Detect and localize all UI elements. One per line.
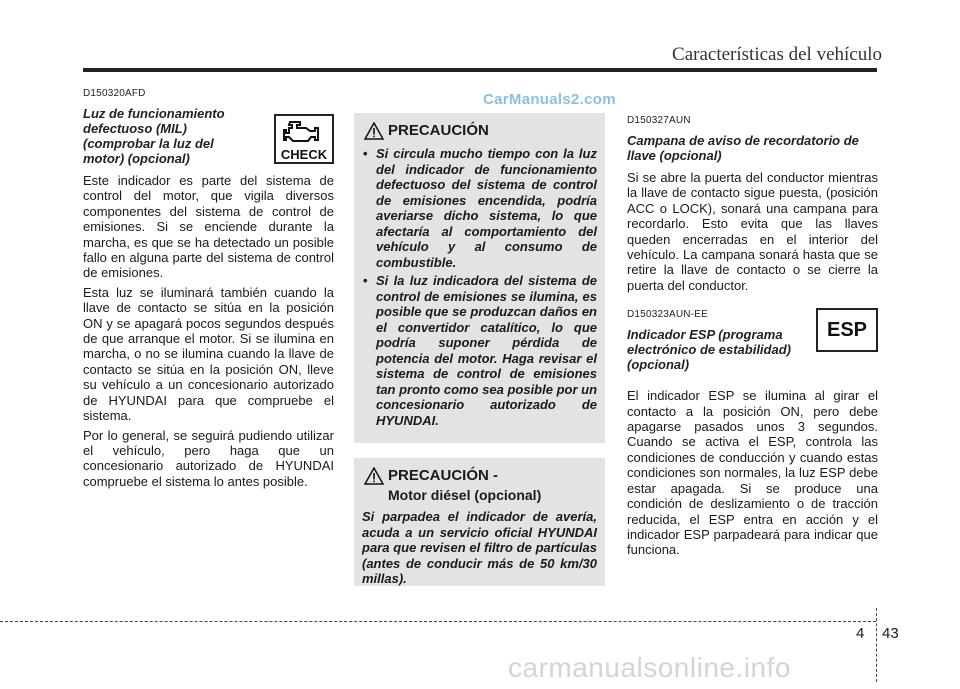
caution-box — [354, 113, 605, 443]
caution-title: PRECAUCIÓN - — [388, 467, 499, 484]
caution-list — [362, 146, 597, 428]
chapter-number: 4 — [856, 625, 865, 642]
caution-title: PRECAUCIÓN — [388, 122, 489, 139]
paragraph: Esta luz se iluminará también cuando la llave de contacto se sitúa en la posición ON y se apagará pocos segundos después de que arranque el motor. Si se ilumina en marcha, o no se ilumina cuando la llave de contacto se sitúa en la posición ON, lleve su vehículo a un concesionario autorizado de HYUNDAI para que compruebe el sistema. — [83, 284, 334, 424]
caution-item: • Si circula mucho tiempo con la luz del indicador de funcionamiento defectuoso del sistema de control de emisiones encendida, podría averiarse dicho sistema, lo que afectaría al comportamiento del vehículo y al consumo de combustible. — [362, 146, 597, 270]
caution-item: • Si la luz indicadora del sistema de control de emisiones se ilumina, es posible que se produzcan daños en el convertidor catalítico, lo que podría suponer pérdida de potencia del motor. Haga revisar el sistema de control de emisiones tan pronto como sea posible por un concesionario autorizado de HYUNDAI. — [362, 273, 597, 428]
watermark-text: CarManuals2.com — [483, 91, 616, 108]
paragraph: El indicador ESP se ilumina al girar el contacto a la posición ON, pero debe apagarse pasados unos 3 segundos. Cuando se activa el ESP, controla las condiciones de conducción y cuando estas condiciones son normales, la luz ESP debe estar apagada. Si se produce una condición de deslizamiento o de tracción reducida, el ESP entra en acción y el indicador ESP parpadeará para indicar que funciona. — [627, 388, 878, 558]
section-code: D150320AFD — [83, 88, 146, 99]
section-subhead: Campana de aviso de recordatorio de llave (opcional) — [627, 133, 859, 163]
caution-subtitle: Motor diésel (opcional) — [388, 487, 542, 503]
caution-text: Si parpadea el indicador de avería, acuda a un servicio oficial HYUNDAI para que revisen el filtro de partículas (antes de conducir más de 50 km/30 millas). — [362, 509, 597, 586]
warning-triangle-icon — [364, 122, 384, 140]
esp-indicator-icon: ESP — [816, 308, 878, 352]
footer-divider — [876, 608, 877, 682]
caution-box-diesel — [354, 458, 605, 586]
section-subhead: Luz de funcionamiento defectuoso (MIL) (comprobar la luz del motor) (opcional) — [83, 106, 225, 166]
warning-triangle-icon — [364, 467, 384, 485]
footer-rule — [0, 621, 876, 622]
header-rule — [83, 68, 877, 72]
page-header-title: Características del vehículo — [672, 44, 882, 65]
paragraph: Este indicador es parte del sistema de control del motor, que vigila diversos componentes del sistema de control de emisiones. Si se enciende durante la marcha, es que se ha detectado un posible fallo en alguna parte del sistema de control de emisiones. — [83, 173, 334, 281]
paragraph: Si se abre la puerta del conductor mientras la llave de contacto sigue puesta, (posición ACC o LOCK), sonará una campana para recordarlo. Esto evita que las llaves queden encerradas en el interior del vehículo. La campana sonará hasta que se retire la llave de contacto o se cierre la puerta del conductor. — [627, 170, 878, 293]
right-column — [627, 115, 878, 562]
section-code: D150323AUN-EE — [627, 309, 708, 321]
site-watermark: carmanualsonline.info — [508, 652, 791, 683]
middle-column — [354, 113, 605, 586]
page-number: 43 — [882, 625, 899, 642]
check-engine-icon — [274, 114, 334, 164]
paragraph: Por lo general, se seguirá pudiendo utilizar el vehículo, pero haga que un concesionario autorizado de HYUNDAI compruebe el sistema lo antes posible. — [83, 427, 334, 489]
section-code: D150327AUN — [627, 115, 691, 126]
svg-text:CHECK: CHECK — [280, 147, 328, 162]
left-column — [83, 88, 334, 493]
section-subhead: Indicador ESP (programa electrónico de estabilidad) (opcional) — [627, 327, 791, 373]
